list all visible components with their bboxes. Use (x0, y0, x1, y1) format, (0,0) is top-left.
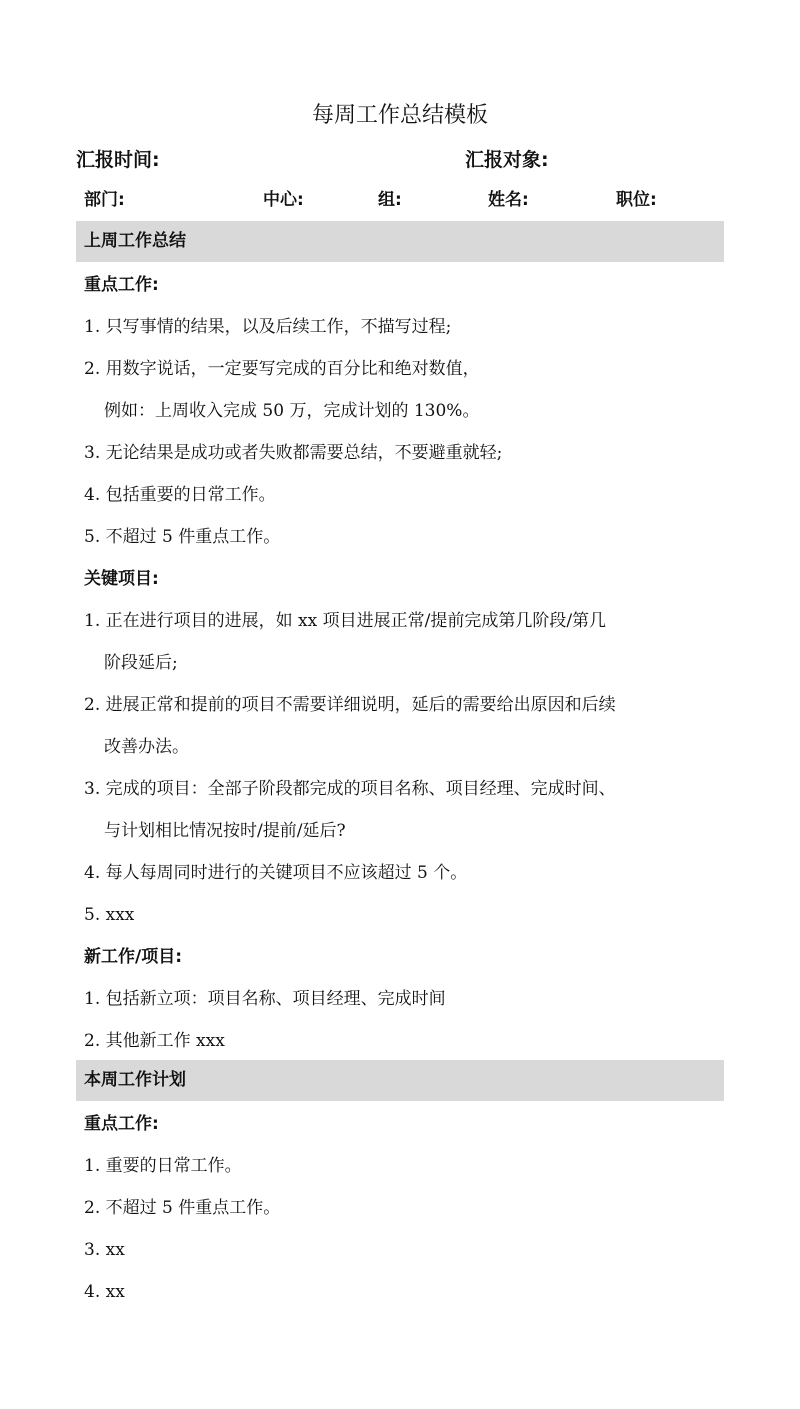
list-item: 1. 包括新立项：项目名称、项目经理、完成时间 (84, 989, 446, 1009)
name-field: 姓名: (488, 190, 529, 210)
department-field: 部门: (84, 190, 125, 210)
list-item: 2. 进展正常和提前的项目不需要详细说明，延后的需要给出原因和后续 (84, 695, 616, 715)
new-work-heading: 新工作/项目: (84, 947, 183, 967)
document-title: 每周工作总结模板 (311, 103, 488, 128)
group-field: 组: (378, 190, 402, 210)
section-this-week (76, 1060, 724, 1101)
list-item: 3. 完成的项目：全部子阶段都完成的项目名称、项目经理、完成时间、 (84, 779, 616, 799)
key-work-heading: 重点工作: (84, 275, 159, 295)
list-item: 2. 其他新工作 xxx (84, 1031, 225, 1051)
list-item: 5. xxx (84, 905, 135, 925)
list-item: 4. xx (84, 1282, 125, 1302)
position-field: 职位: (616, 190, 657, 210)
list-item: 阶段延后; (104, 653, 178, 673)
list-item: 2. 用数字说话，一定要写完成的百分比和绝对数值， (84, 359, 480, 379)
section-title-last-week: 上周工作总结 (84, 231, 186, 251)
list-item: 2. 不超过 5 件重点工作。 (84, 1198, 281, 1218)
list-item: 4. 包括重要的日常工作。 (84, 485, 276, 505)
list-item: 改善办法。 (104, 737, 189, 757)
center-field: 中心: (263, 190, 304, 210)
list-item: 1. 只写事情的结果，以及后续工作，不描写过程; (84, 317, 452, 337)
list-item: 4. 每人每周同时进行的关键项目不应该超过 5 个。 (84, 863, 468, 883)
report-target-label: 汇报对象: (465, 149, 549, 171)
list-item: 1. 重要的日常工作。 (84, 1156, 242, 1176)
list-item: 例如：上周收入完成 50 万，完成计划的 130%。 (104, 401, 480, 421)
section-last-week (76, 221, 724, 262)
report-time-label: 汇报时间: (76, 149, 160, 171)
key-work-heading: 重点工作: (84, 1114, 159, 1134)
list-item: 3. 无论结果是成功或者失败都需要总结，不要避重就轻; (84, 443, 503, 463)
section-title-this-week: 本周工作计划 (84, 1070, 186, 1090)
list-item: 5. 不超过 5 件重点工作。 (84, 527, 281, 547)
list-item: 1. 正在进行项目的进展，如 xx 项目进展正常/提前完成第几阶段/第几 (84, 611, 607, 631)
list-item: 与计划相比情况按时/提前/延后? (104, 821, 346, 841)
list-item: 3. xx (84, 1240, 125, 1260)
key-projects-heading: 关键项目: (84, 569, 159, 589)
